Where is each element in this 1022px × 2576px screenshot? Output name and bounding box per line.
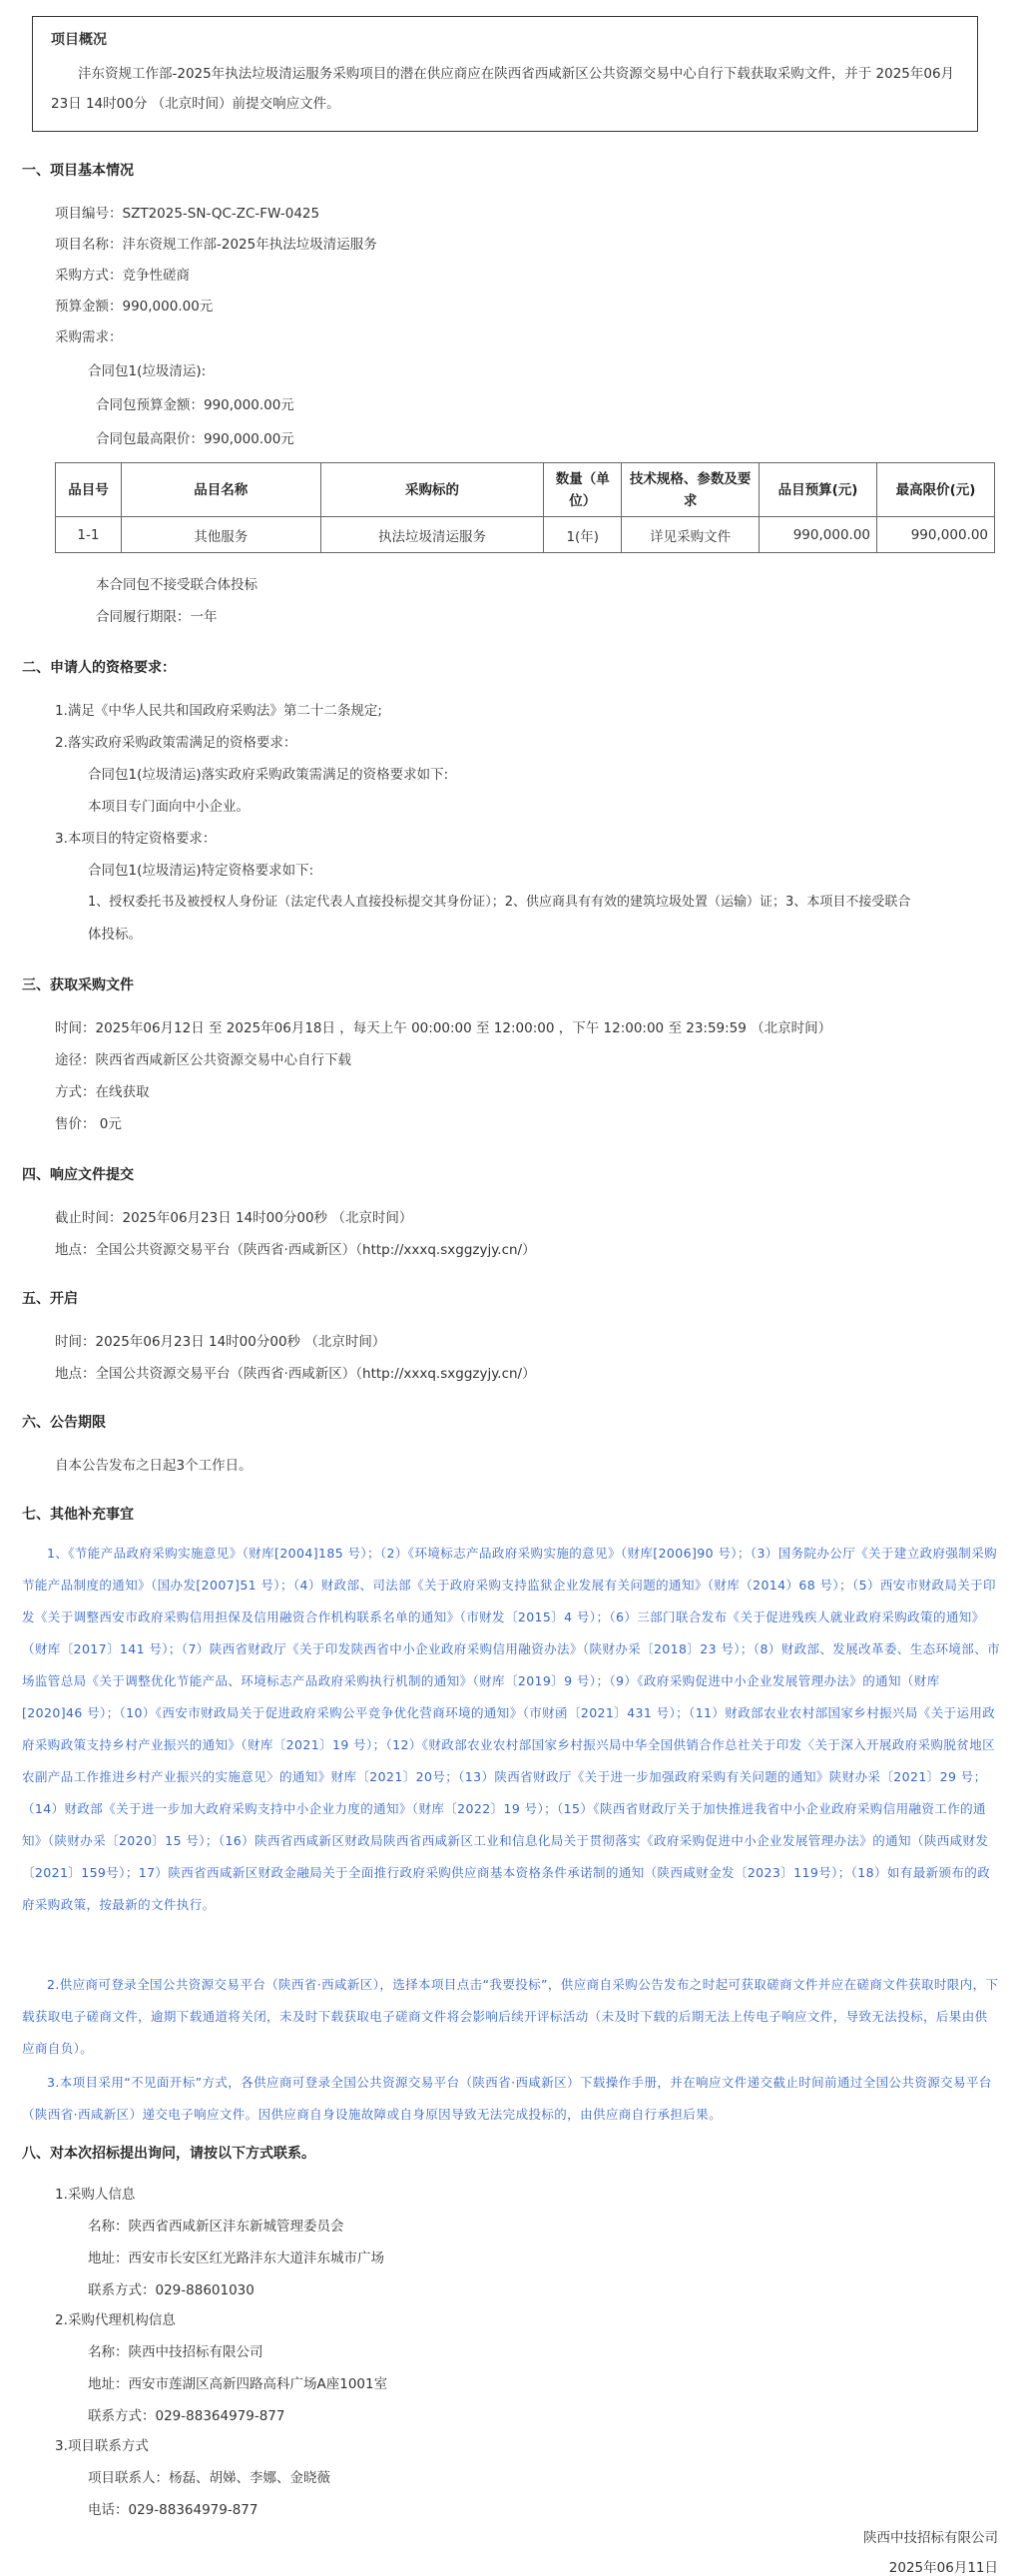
project-contact-phone: 电话：029-88364979-877	[88, 2502, 258, 2518]
agency-phone: 联系方式：029-88364979-877	[88, 2408, 285, 2424]
policy-list-paragraph: 1、《节能产品政府采购实施意见》（财库[2004]185 号）；（2）《环境标志产品政府采购实施的意见》（财库[2006]90 号）；（3）国务院办公厅《关于建立政府强制采购节能产品制度的通知》（国办发[2007]51 号）；（4）财政部、司法部《关于政府采购支持监狱企业发展有关问题的通知》（财库（2014）68 号）；（5）西安市财政局关于印发《关于调整西安市政府采购信用担保及信用融资合作机构联系名单的通知》（市财发〔2015〕4 号）；（6）三部门联合发布《关于促进残疾人就业政府采购政策的通知》（财库〔2017〕141 号）；（7）陕西省财政厅《关于印发陕西省中小企业政府采购信用融资办法》（陕财办采〔2018〕23 号）；（8）财政部、发展改革委、生态环境部、市场监管总局《关于调整优化节能产品、环境标志产品政府采购执行机制的通知》（财库〔2019〕9 号）；（9）《政府采购促进中小企业发展管理办法》的通知（财库[2020]46 号）；（10）《西安市财政局关于促进政府采购公平竞争优化营商环境的通知》（市财函〔2021〕431 号）；（11）财政部农业农村部国家乡村振兴局《关于运用政府采购政策支持乡村产业振兴的通知》（财库〔2021〕19 号）；（12）《财政部农业农村部国家乡村振兴局中华全国供销合作总社关于印发〈关于深入开展政府采购脱贫地区农副产品工作推进乡村产业振兴的实施意见〉的通知》财库〔2021〕20号；（13）陕西省财政厅《关于进一步加强政府采购有关问题的通知》陕财办采〔2021〕29 号；（14）财政部《关于进一步加大政府采购支持中小企业力度的通知》（财库〔2022〕19 号）；（15）《陕西省财政厅关于加快推进我省中小企业政府采购信用融资工作的通知》（陕财办采〔2020〕15 号）；（16）陕西省西咸新区财政局陕西省西咸新区工业和信息化局关于贯彻落实《政府采购促进中小企业发展管理办法》的通知（陕西咸财发〔2021〕159号）；17）陕西省西咸新区财政金融局关于全面推行政府采购供应商基本资格条件承诺制的通知（陕西咸财金发〔2023〕119号）；（18）如有最新颁布的政府采购政策，按最新的文件执行。	[22, 1546, 1000, 1912]
package-budget: 合同包预算金额：990,000.00元	[96, 397, 294, 413]
qualification-line: 本项目专门面向中小企业。	[88, 799, 250, 815]
obtain-mode: 方式：在线获取	[55, 1084, 150, 1100]
qualification-line: 3.本项目的特定资格要求：	[55, 831, 217, 847]
package-max-price: 合同包最高限价：990,000.00元	[96, 431, 294, 447]
obtain-price: 售价： 0元	[55, 1116, 122, 1132]
table-row	[56, 517, 995, 553]
table-header-row	[56, 463, 995, 517]
table-header-cell: 技术规格、参数及要求	[622, 463, 760, 517]
project-number: 项目编号：SZT2025-SN-QC-ZC-FW-0425	[55, 206, 320, 222]
project-contact-person: 项目联系人：杨磊、胡娣、李娜、金晓薇	[88, 2470, 330, 2486]
submission-place: 地点：全国公共资源交易平台（陕西省·西咸新区）（http://xxxq.sxggzyjy.cn/）	[55, 1242, 536, 1258]
items-table	[55, 462, 995, 553]
overview-title: 项目概况	[51, 32, 107, 48]
qualification-line: 1、授权委托书及被授权人身份证（法定代表人直接投标提交其身份证）；2、供应商具有有效的建筑垃圾处置（运输）证；3、本项目不接受联合	[88, 895, 911, 910]
download-notice-paragraph: 2.供应商可登录全国公共资源交易平台（陕西省·西咸新区），选择本项目点击“我要投标”，供应商自采购公告发布之时起可获取磋商文件并应在磋商文件获取时限内，下载获取电子磋商文件，逾期下载通道将关闭，未及时下载获取电子磋商文件将会影响后续开评标活动（未及时下载的后期无法上传电子响应文件，导致无法投标，后果由供应商自负）。	[22, 1977, 999, 2056]
table-cell: 1-1	[56, 517, 122, 553]
section-heading-period: 六、公告期限	[22, 1415, 106, 1431]
project-contact-heading: 3.项目联系方式	[55, 2438, 149, 2454]
qualification-line: 1.满足《中华人民共和国政府采购法》第二十二条规定;	[55, 703, 382, 719]
section-heading-obtain-docs: 三、获取采购文件	[22, 977, 134, 993]
table-cell: 990,000.00	[760, 517, 877, 553]
overview-box	[32, 16, 978, 132]
opening-place: 地点：全国公共资源交易平台（陕西省·西咸新区）（http://xxxq.sxggzyjy.cn/）	[55, 1366, 536, 1382]
section-heading-contacts: 八、对本次招标提出询问，请按以下方式联系。	[22, 2146, 315, 2162]
table-cell: 990,000.00	[877, 517, 995, 553]
submission-deadline: 截止时间：2025年06月23日 14时00分00秒 （北京时间）	[55, 1210, 413, 1226]
overview-text: 沣东资规工作部-2025年执法垃圾清运服务采购项目的潜在供应商应在陕西省西咸新区公共资源交易中心自行下载获取采购文件，并于 2025年06月23日 14时00分 （北京时间）前提交响应文件。	[51, 66, 955, 112]
qualification-line: 合同包1(垃圾清运)落实政府采购政策需满足的资格要求如下:	[88, 767, 449, 783]
contract-term: 合同履行期限：一年	[96, 609, 218, 625]
qualification-line: 2.落实政府采购政策需满足的资格要求：	[55, 735, 297, 751]
no-consortium-note: 本合同包不接受联合体投标	[96, 577, 257, 593]
project-name: 项目名称：沣东资规工作部-2025年执法垃圾清运服务	[55, 237, 377, 253]
signature-date: 2025年06月11日	[888, 2560, 998, 2576]
purchaser-address: 地址：西安市长安区红光路沣东大道沣东城市广场	[88, 2251, 384, 2266]
obtain-time: 时间：2025年06月12日 至 2025年06月18日 ，每天上午 00:00:00 至 12:00:00 ，下午 12:00:00 至 23:59:59 （北京时间）	[55, 1020, 832, 1036]
section-heading-opening: 五、开启	[22, 1291, 78, 1307]
obtain-way: 途径：陕西省西咸新区公共资源交易中心自行下载	[55, 1052, 351, 1068]
table-header-cell: 数量（单位）	[544, 463, 622, 517]
table-header-cell: 最高限价(元)	[877, 463, 995, 517]
section-heading-submission: 四、响应文件提交	[22, 1167, 134, 1183]
qualification-line: 合同包1(垃圾清运)特定资格要求如下:	[88, 863, 314, 879]
procurement-needs: 采购需求：	[55, 329, 123, 345]
contract-package: 合同包1(垃圾清运):	[88, 363, 207, 379]
remote-opening-paragraph: 3.本项目采用“不见面开标”方式，各供应商可登录全国公共资源交易平台（陕西省·西咸新区）下载操作手册，并在响应文件递交截止时间前通过全国公共资源交易平台（陕西省·西咸新区）递交电子响应文件。因供应商自身设施故障或自身原因导致无法完成投标的，由供应商自行承担后果。	[22, 2075, 992, 2122]
qualification-line: 体投标。	[88, 927, 142, 943]
purchaser-phone: 联系方式：029-88601030	[88, 2282, 255, 2298]
purchaser-name: 名称：陕西省西咸新区沣东新城管理委员会	[88, 2219, 344, 2235]
procurement-method: 采购方式：竞争性磋商	[55, 268, 190, 284]
table-cell: 详见采购文件	[622, 517, 760, 553]
section-heading-qualification: 二、申请人的资格要求：	[22, 660, 176, 676]
opening-time: 时间：2025年06月23日 14时00分00秒 （北京时间）	[55, 1334, 386, 1350]
table-header-cell: 品目预算(元)	[760, 463, 877, 517]
table-cell: 执法垃圾清运服务	[320, 517, 544, 553]
agency-heading: 2.采购代理机构信息	[55, 2312, 176, 2328]
section-heading-basic-info: 一、项目基本情况	[22, 163, 134, 179]
section-heading-supplementary: 七、其他补充事宜	[22, 1507, 134, 1523]
table-header-cell: 品目名称	[121, 463, 320, 517]
agency-name: 名称：陕西中技招标有限公司	[88, 2344, 263, 2360]
announcement-period: 自本公告发布之日起3个工作日。	[55, 1458, 253, 1474]
purchaser-heading: 1.采购人信息	[55, 2187, 136, 2203]
table-header-cell: 采购标的	[320, 463, 544, 517]
agency-address: 地址：西安市莲湖区高新四路高科广场A座1001室	[88, 2376, 388, 2392]
budget-amount: 预算金额：990,000.00元	[55, 299, 214, 315]
table-header-cell: 品目号	[56, 463, 122, 517]
signature-organization: 陕西中技招标有限公司	[863, 2530, 998, 2546]
table-cell: 1(年)	[544, 517, 622, 553]
table-cell: 其他服务	[121, 517, 320, 553]
